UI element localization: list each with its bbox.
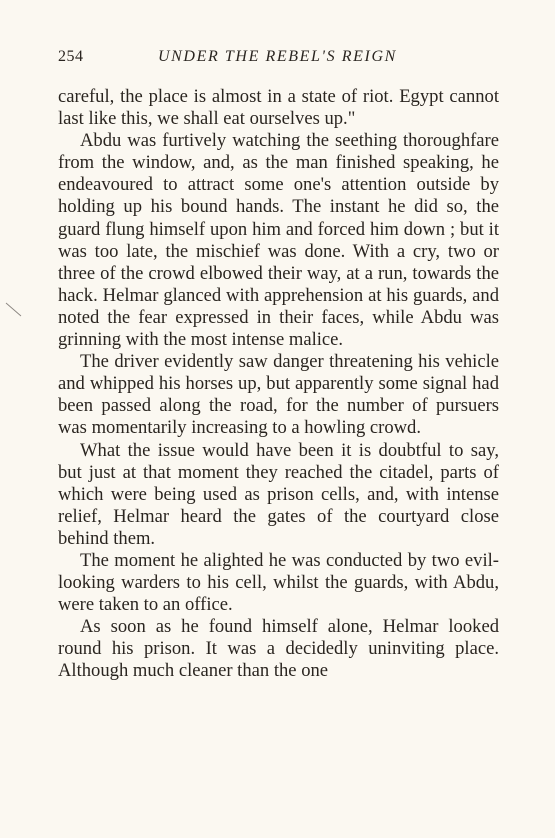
paragraph-continued: careful, the place is almost in a state of riot. Egypt cannot last like this, we shall eat ourselves up.": [58, 86, 499, 130]
paragraph: As soon as he found himself alone, Helmar looked round his prison. It was a decidedly uninviting place. Although much cleaner than the one: [58, 616, 499, 682]
running-title: UNDER THE REBEL'S REIGN: [158, 48, 397, 65]
paragraph: The driver evidently saw danger threatening his vehicle and whipped his horses up, but apparently some signal had been passed along the road, for the number of pursuers was momentarily increasing to a howling crowd.: [58, 351, 499, 439]
page-header: [58, 48, 496, 72]
body-text: [58, 86, 499, 683]
paragraph: Abdu was furtively watching the seething thoroughfare from the window, and, as the man finished speaking, he endeavoured to attract some one's attention outside by holding up his bound hands. The instant he did so, the guard flung himself upon him and forced him down ; but it was too late, the mischief was done. With a cry, two or three of the crowd elbowed their way, at a run, towards the hack. Helmar glanced with apprehension at his guards, and noted the fear expressed in their faces, while Abdu was grinning with the most intense malice.: [58, 130, 499, 351]
paragraph: The moment he alighted he was conducted by two evil-looking warders to his cell, whilst the guards, with Abdu, were taken to an office.: [58, 549, 499, 616]
margin-pencil-mark: [5, 302, 23, 318]
paragraph: What the issue would have been it is doubtful to say, but just at that moment they reached the citadel, parts of which were being used as prison cells, and, with intense relief, Helmar heard the gates of the courtyard close behind them.: [58, 439, 499, 549]
page-number: 254: [58, 48, 84, 65]
